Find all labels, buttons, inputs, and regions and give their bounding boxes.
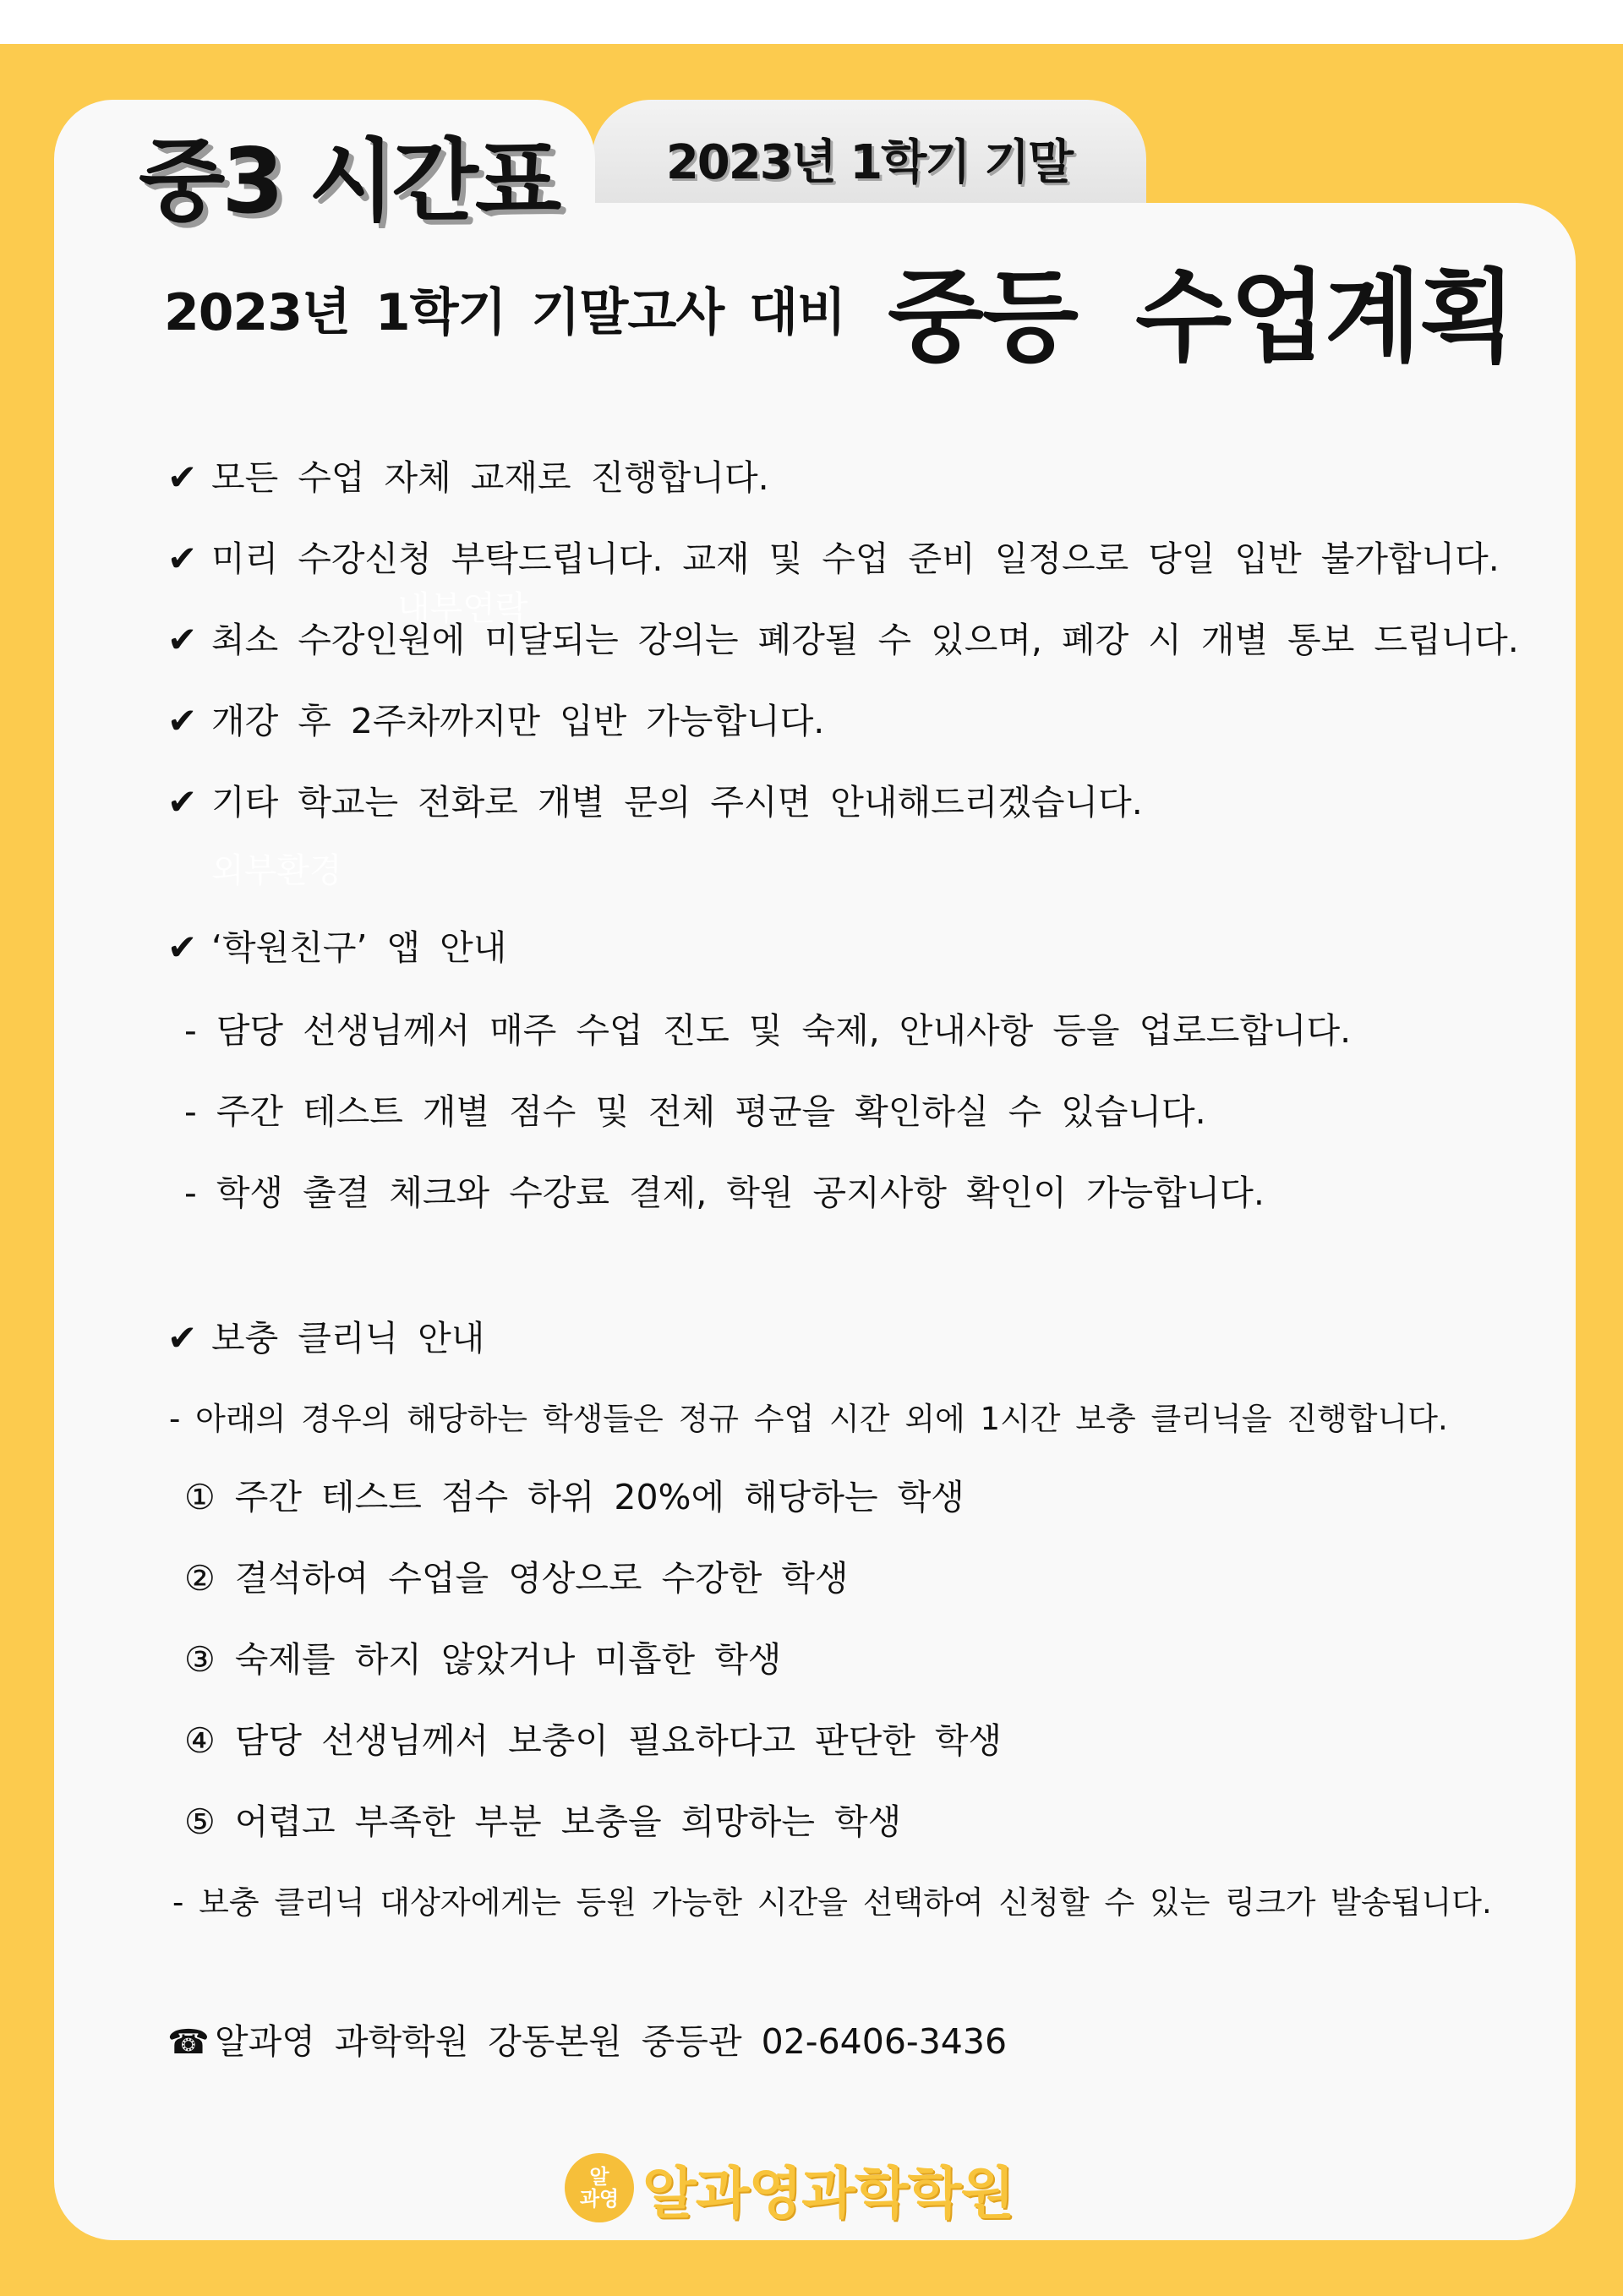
app-item: - 담당 선생님께서 매주 수업 진도 및 숙제, 안내사항 등을 업로드합니다.	[184, 1010, 1352, 1051]
notice-item: ✔ 최소 수강인원에 미달되는 강의는 폐강될 수 있으며, 폐강 시 개별 통보 드립니다.	[167, 619, 1519, 660]
logo-text: 알과영과학학원	[642, 2160, 1014, 2226]
notice-item: ✔ 개강 후 2주차까지만 입반 가능합니다.	[167, 700, 825, 741]
app-section-title: ✔ ‘학원친구’ 앱 안내	[167, 927, 507, 968]
logo-mark: 알 과영	[565, 2153, 634, 2222]
ghost-text: 외부환경	[211, 851, 342, 890]
clinic-item: ⑤ 어렵고 부족한 부분 보충을 희망하는 학생	[184, 1801, 902, 1842]
app-item: - 주간 테스트 개별 점수 및 전체 평균을 확인하실 수 있습니다.	[184, 1091, 1206, 1132]
notice-item: ✔ 미리 수강신청 부탁드립니다. 교재 및 수업 준비 일정으로 당일 입반 불가합니다.	[167, 538, 1500, 579]
academy-logo	[565, 2151, 1014, 2224]
clinic-item: ① 주간 테스트 점수 하위 20%에 해당하는 학생	[184, 1477, 965, 1517]
check-icon: ✔	[167, 781, 198, 823]
content-card	[54, 203, 1576, 2240]
clinic-item: ④ 담당 선생님께서 보충이 필요하다고 판단한 학생	[184, 1720, 1003, 1761]
clinic-note: - 보충 클리닉 대상자에게는 등원 가능한 시간을 선택하여 신청할 수 있는 링크가 발송됩니다.	[172, 1884, 1492, 1921]
page-title: 중3 시간표	[139, 129, 559, 233]
check-icon: ✔	[167, 619, 198, 660]
check-icon: ✔	[167, 538, 198, 579]
check-icon: ✔	[167, 927, 198, 968]
check-icon: ✔	[167, 456, 198, 498]
plan-heading	[164, 245, 1515, 375]
check-icon: ✔	[167, 1317, 198, 1358]
clinic-intro: - 아래의 경우의 해당하는 학생들은 정규 수업 시간 외에 1시간 보충 클리닉을 진행합니다.	[169, 1401, 1448, 1437]
check-icon: ✔	[167, 700, 198, 741]
clinic-section-title: ✔ 보충 클리닉 안내	[167, 1317, 485, 1358]
heading-main: 중등 수업계획	[888, 259, 1515, 375]
term-label: 2023년 1학기 기말	[665, 135, 1073, 190]
clinic-item: ② 결석하여 수업을 영상으로 수강한 학생	[184, 1558, 849, 1599]
app-item: - 학생 출결 체크와 수강료 결제, 학원 공지사항 확인이 가능합니다.	[184, 1173, 1265, 1213]
notice-item: ✔ 기타 학교는 전화로 개별 문의 주시면 안내해드리겠습니다.	[167, 781, 1143, 823]
ghost-text: 내부연락	[397, 589, 528, 628]
clinic-item: ③ 숙제를 하지 않았거나 미흡한 학생	[184, 1639, 782, 1680]
contact-line	[167, 2014, 1007, 2064]
notice-item: ✔ 모든 수업 자체 교재로 진행합니다.	[167, 456, 769, 498]
heading-prefix: 2023년 1학기 기말고사 대비	[164, 283, 846, 342]
contact-text: 알과영 과학학원 강동본원 중등관 02-6406-3436	[215, 2021, 1008, 2062]
phone-icon: ☎	[167, 2023, 210, 2062]
